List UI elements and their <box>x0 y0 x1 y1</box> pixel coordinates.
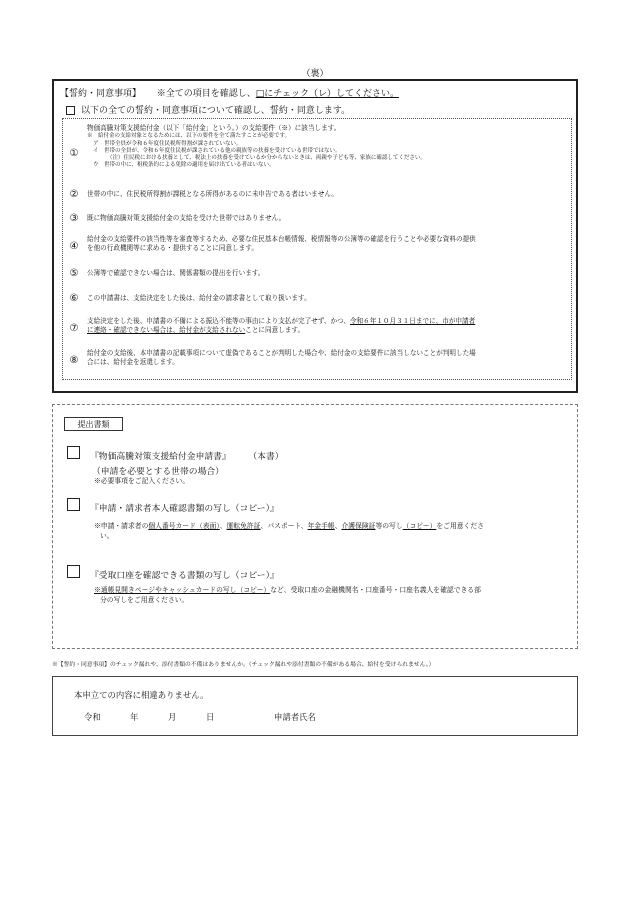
text-span: 、パスポート、 <box>260 522 308 530</box>
text-span: 、 <box>219 522 227 530</box>
note-line: ア 世帯全員が令和６年度住民税所得割が課されていない。 <box>93 140 242 147</box>
pledge-items-box <box>62 118 572 380</box>
text-span: ことに同意します。 <box>245 326 305 335</box>
text-line: を他の行政機関等に求める・提供することに同意します。 <box>87 244 258 253</box>
pledge-item-2-text: 世帯の中に、住民税所得割が課税となる所得があるのに未申告である者はいません。 <box>87 190 338 198</box>
pledge-item-2 <box>63 188 573 204</box>
pledge-item-number: ⑧ <box>69 355 79 366</box>
pledge-item-3-text: 既に物価高騰対策支援給付金の支給を受けた世帯ではありません。 <box>87 214 286 222</box>
doc-1-label-row <box>90 449 284 462</box>
text-line <box>94 522 564 532</box>
text-span: 等の写し <box>375 522 403 530</box>
pledge-item-7-text <box>87 317 567 336</box>
confirmation-statement: 本申立ての内容に相違ありません。 <box>74 690 209 700</box>
doc-type-underlined: 介護保険証 <box>341 522 376 530</box>
pledge-instruction-underlined: □にチェック（レ）してください。 <box>255 89 400 99</box>
date-era: 令和 <box>84 712 101 722</box>
doc-1-checkbox[interactable] <box>67 446 80 459</box>
pledge-item-number: ① <box>69 148 79 159</box>
doc-type-underlined: （コピー） <box>402 522 437 530</box>
doc-2-note <box>94 522 564 541</box>
agree-label: 以下の全ての誓約・同意事項について確認し、誓約・同意します。 <box>81 106 351 116</box>
note-line: ウ 世帯の中に、租税条約による免除の適用を届け出ている者はいない。 <box>93 162 275 169</box>
pledge-item-number: ⑤ <box>69 268 79 279</box>
pledge-item-1-text: 物価高騰対策支援給付金（以下「給付金」という。）の支給要件（※）に該当します。 <box>87 124 341 132</box>
pledge-item-number: ⑥ <box>69 293 79 304</box>
text-line <box>94 586 564 596</box>
pledge-item-6 <box>63 292 573 308</box>
doc-3-checkbox[interactable] <box>67 565 80 578</box>
text-span: ※申請・請求者の <box>94 522 149 530</box>
doc-1-suffix: （本書） <box>248 452 284 462</box>
pledge-item-8-text <box>87 349 567 368</box>
note-line: ※ 給付金の支給対象となるためには、以下の要件を全て満たすことが必要です。 <box>87 133 291 140</box>
confirmation-box <box>52 676 578 736</box>
doc-3-note <box>94 586 564 605</box>
pledge-item-number: ④ <box>69 241 79 252</box>
pledge-instruction: ※全ての項目を確認し、 <box>156 89 256 99</box>
doc-2-checkbox[interactable] <box>67 498 80 511</box>
text-line <box>87 317 567 326</box>
pledge-item-4-text <box>87 235 567 254</box>
pledge-item-number: ⑦ <box>69 323 79 334</box>
pledge-item-number: ② <box>69 189 79 200</box>
text-line: 合には、給付金を返還します。 <box>87 358 179 367</box>
deadline-underlined: 令和６年１０月３１日までに、市が申請者 <box>349 317 476 325</box>
text-line: 分の写しをご用意ください。 <box>100 595 189 604</box>
pledge-title: 【誓約・同意事項】 <box>60 89 142 99</box>
date-day: 日 <box>206 712 215 722</box>
pledge-item-number: ③ <box>69 213 79 224</box>
doc-1-sub: （申請を必要とする世帯の場合） <box>92 467 224 477</box>
documents-title: 提出書類 <box>64 417 123 431</box>
text-span: など、受取口座の金融機関名・口座番号・口座名義人を確認できる部 <box>270 586 481 594</box>
doc-1-label: 『物価高騰対策支援給付金申請書』 <box>90 452 231 462</box>
pledge-item-8 <box>63 349 573 373</box>
note-line: （注）住民税における扶養として、税法上の扶養を受けているか分からないときは、両親や子ども等、家族に確認してください。 <box>107 155 426 162</box>
doc-3-label: 『受取口座を確認できる書類の写し（コピー）』 <box>90 571 279 581</box>
pledge-item-6-text: この申請書は、支給決定をした後は、給付金の請求書として取り扱います。 <box>87 294 311 302</box>
text-line: い。 <box>100 531 114 540</box>
text-span: をご用意くださ <box>436 522 484 530</box>
pledge-item-3 <box>63 212 573 228</box>
note-line: イ 世帯の全員が、令和６年度住民税が課されている他の親族等の扶養を受けている世帯ではない。 <box>93 147 341 154</box>
text-span: 支給決定をした後、申請書の不備による振込不能等の事由により支払が完了せず、かつ、 <box>87 317 350 325</box>
text-line: 給付金の支給要件の該当性等を審査等するため、必要な住民基本台帳情報、税情報等の公簿等の確認を行うことや必要な資料の提供 <box>87 235 476 243</box>
page-label: （裏） <box>301 69 329 79</box>
date-signature-row <box>84 711 316 723</box>
text-line: 給付金の支給後、本申請書の記載事項について虚偽であることが判明した場合や、給付金の支給要件に該当しないことが判明した場 <box>87 349 476 357</box>
pledge-item-5-text: 公簿等で確認できない場合は、関係書類の提出を行います。 <box>87 269 265 277</box>
pledge-item-1-notes <box>87 133 567 169</box>
pledge-header <box>60 86 399 99</box>
passbook-underlined: ※通帳見開きページやキャッシュカードの写し（コピー） <box>94 586 271 594</box>
condition-underlined: に連絡・確認できない場合は、給付金が支給されない <box>87 326 246 335</box>
agree-checkbox[interactable] <box>66 106 75 115</box>
doc-type-underlined: 個人番号カード（表面） <box>148 522 220 530</box>
doc-2-label: 『申請・請求者本人確認書類の写し（コピー）』 <box>90 504 279 514</box>
doc-1-note: ※必要事項をご記入ください。 <box>94 477 190 485</box>
agree-row[interactable] <box>66 103 350 116</box>
doc-type-underlined: 年金手帳 <box>307 522 335 530</box>
text-span: 、 <box>334 522 342 530</box>
doc-type-underlined: 運転免許証 <box>226 522 261 530</box>
pledge-item-5 <box>63 267 573 283</box>
applicant-name-label: 申請者氏名 <box>274 712 316 722</box>
pledge-item-4 <box>63 235 573 259</box>
date-month: 月 <box>168 712 177 722</box>
pledge-item-text <box>87 124 567 169</box>
checklist-footnote: ※【誓約・同意事項】のチェック漏れや、添付書類の不備はありませんか。（チェック漏れや添付書類の不備がある場合、給付を受けられません。） <box>52 662 435 668</box>
pledge-item-1 <box>63 124 573 184</box>
pledge-item-7 <box>63 317 573 341</box>
date-year: 年 <box>130 712 139 722</box>
text-line <box>87 326 567 335</box>
